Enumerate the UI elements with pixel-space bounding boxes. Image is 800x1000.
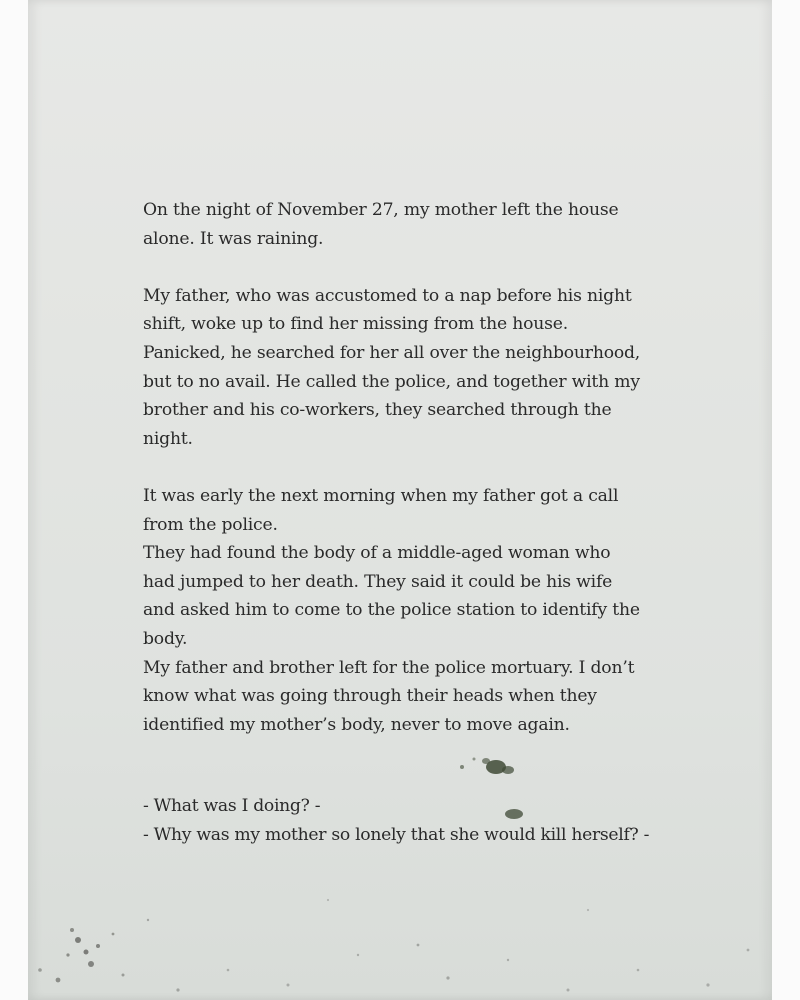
paragraph-3-sentence-3: My father and brother left for the police mortuary. I don’t know what was going through their heads when they identified my mother’s body, never to move again. xyxy=(143,657,635,735)
paragraph-3-sentence-1: It was early the next morning when my father got a call from the police. xyxy=(143,485,619,535)
ink-spot-icon xyxy=(500,805,530,821)
body-text xyxy=(143,196,643,739)
paragraph-2 xyxy=(143,282,643,454)
quote-line-2: - Why was my mother so lonely that she would kill herself? - xyxy=(143,824,650,845)
paragraph-2-line-1: My father, who was accustomed to a nap before his night shift, woke up to find her missing from the house. Panicked, he searched for her all over the neighbourhood, but to no avail. He called the police, and together with my brother and his co-workers, they searched through the night. xyxy=(143,285,641,449)
paragraph-1 xyxy=(143,196,643,253)
paragraph-3-sentence-2: They had found the body of a middle-aged woman who had jumped to her death. They said it could be his wife and asked him to come to the police station to identify the body. xyxy=(143,543,640,649)
closing-quotes xyxy=(143,792,663,849)
paragraph-1-line-1: On the night of November 27, my mother left the house alone. It was raining. xyxy=(143,200,619,249)
ink-stain-icon xyxy=(452,745,524,781)
quote-line-1: - What was I doing? - xyxy=(143,796,321,816)
grime-speckles-icon xyxy=(28,860,772,1000)
